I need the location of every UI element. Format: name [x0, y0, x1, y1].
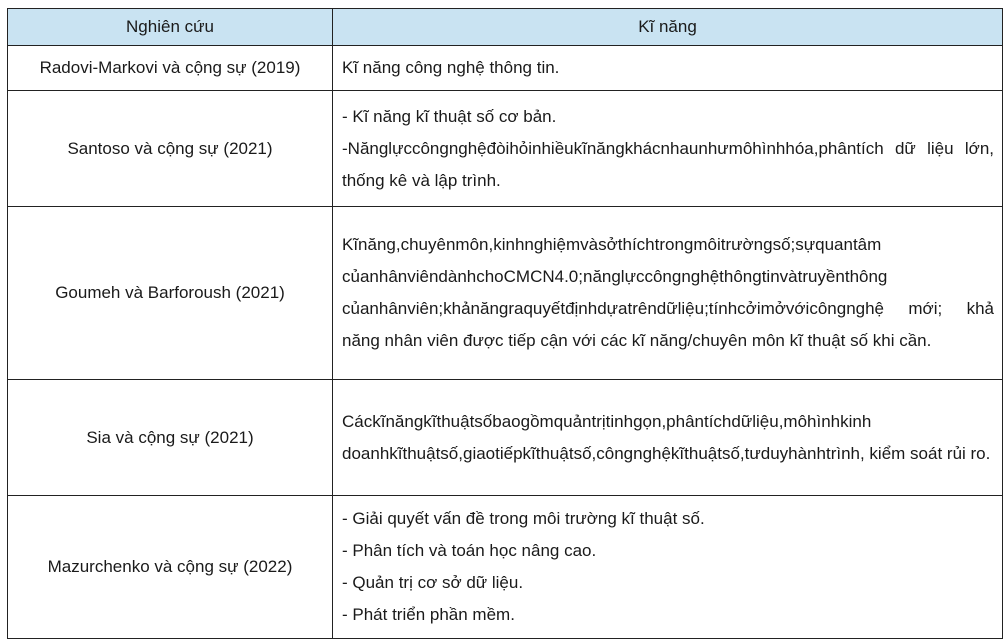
skill-text: Kĩnăng,chuyênmôn,kinhnghiệmvàsởthíchtrongmôitrườngsố;sựquantâm củanhânviêndànhchoCMCN4.0;nănglựccôngnghệthôngtinvàtruyềnthông củanhânviên;khảnăngraquyếtđịnhdựatrêndữliệu;tínhcởimởvớicôngnghệ mới; khả năng nhân viên được tiếp cận với các kĩ năng/chuyên môn kĩ thuật số khi cần. — [342, 235, 994, 350]
header-row — [8, 9, 1003, 46]
skill-text: - Phát triển phần mềm. — [342, 605, 515, 624]
study-cell: Radovi-Markovi và cộng sự (2019) — [8, 46, 333, 91]
skill-cell — [333, 496, 1003, 639]
study-cell: Mazurchenko và cộng sự (2022) — [8, 496, 333, 639]
table-row — [8, 207, 1003, 380]
study-cell: Goumeh và Barforoush (2021) — [8, 207, 333, 380]
skill-text: Kĩ năng công nghệ thông tin. — [342, 58, 560, 77]
table-row — [8, 380, 1003, 496]
skill-text: Cáckĩnăngkĩthuậtsốbaogồmquảntrịtinhgọn,phântíchdữliệu,môhìnhkinh doanhkĩthuậtsố,giaotiếpkĩthuậtsố,côngnghệkĩthuậtsố,tưduyhànhtrình, kiểm soát rủi ro. — [342, 411, 991, 463]
study-cell: Santoso và cộng sự (2021) — [8, 91, 333, 207]
study-cell: Sia và cộng sự (2021) — [8, 380, 333, 496]
header-skill: Kĩ năng — [333, 9, 1003, 46]
table-row — [8, 91, 1003, 207]
skill-text: -Nănglựccôngnghệđòihỏinhiềukĩnăngkhácnhaunhưmôhìnhhóa,phântích dữ liệu lớn, thống kê và lập trình. — [342, 138, 994, 190]
skill-cell — [333, 380, 1003, 496]
skill-text: - Quản trị cơ sở dữ liệu. — [342, 573, 524, 592]
table-row — [8, 496, 1003, 639]
table-row — [8, 46, 1003, 91]
skill-text: - Giải quyết vấn đề trong môi trường kĩ thuật số. — [342, 509, 705, 528]
skill-text: - Phân tích và toán học nâng cao. — [342, 541, 597, 560]
skill-text: - Kĩ năng kĩ thuật số cơ bản. — [342, 106, 557, 126]
skill-cell — [333, 91, 1003, 207]
research-skills-table — [7, 8, 1003, 639]
skill-cell — [333, 207, 1003, 380]
header-study: Nghiên cứu — [8, 9, 333, 46]
skill-cell — [333, 46, 1003, 91]
